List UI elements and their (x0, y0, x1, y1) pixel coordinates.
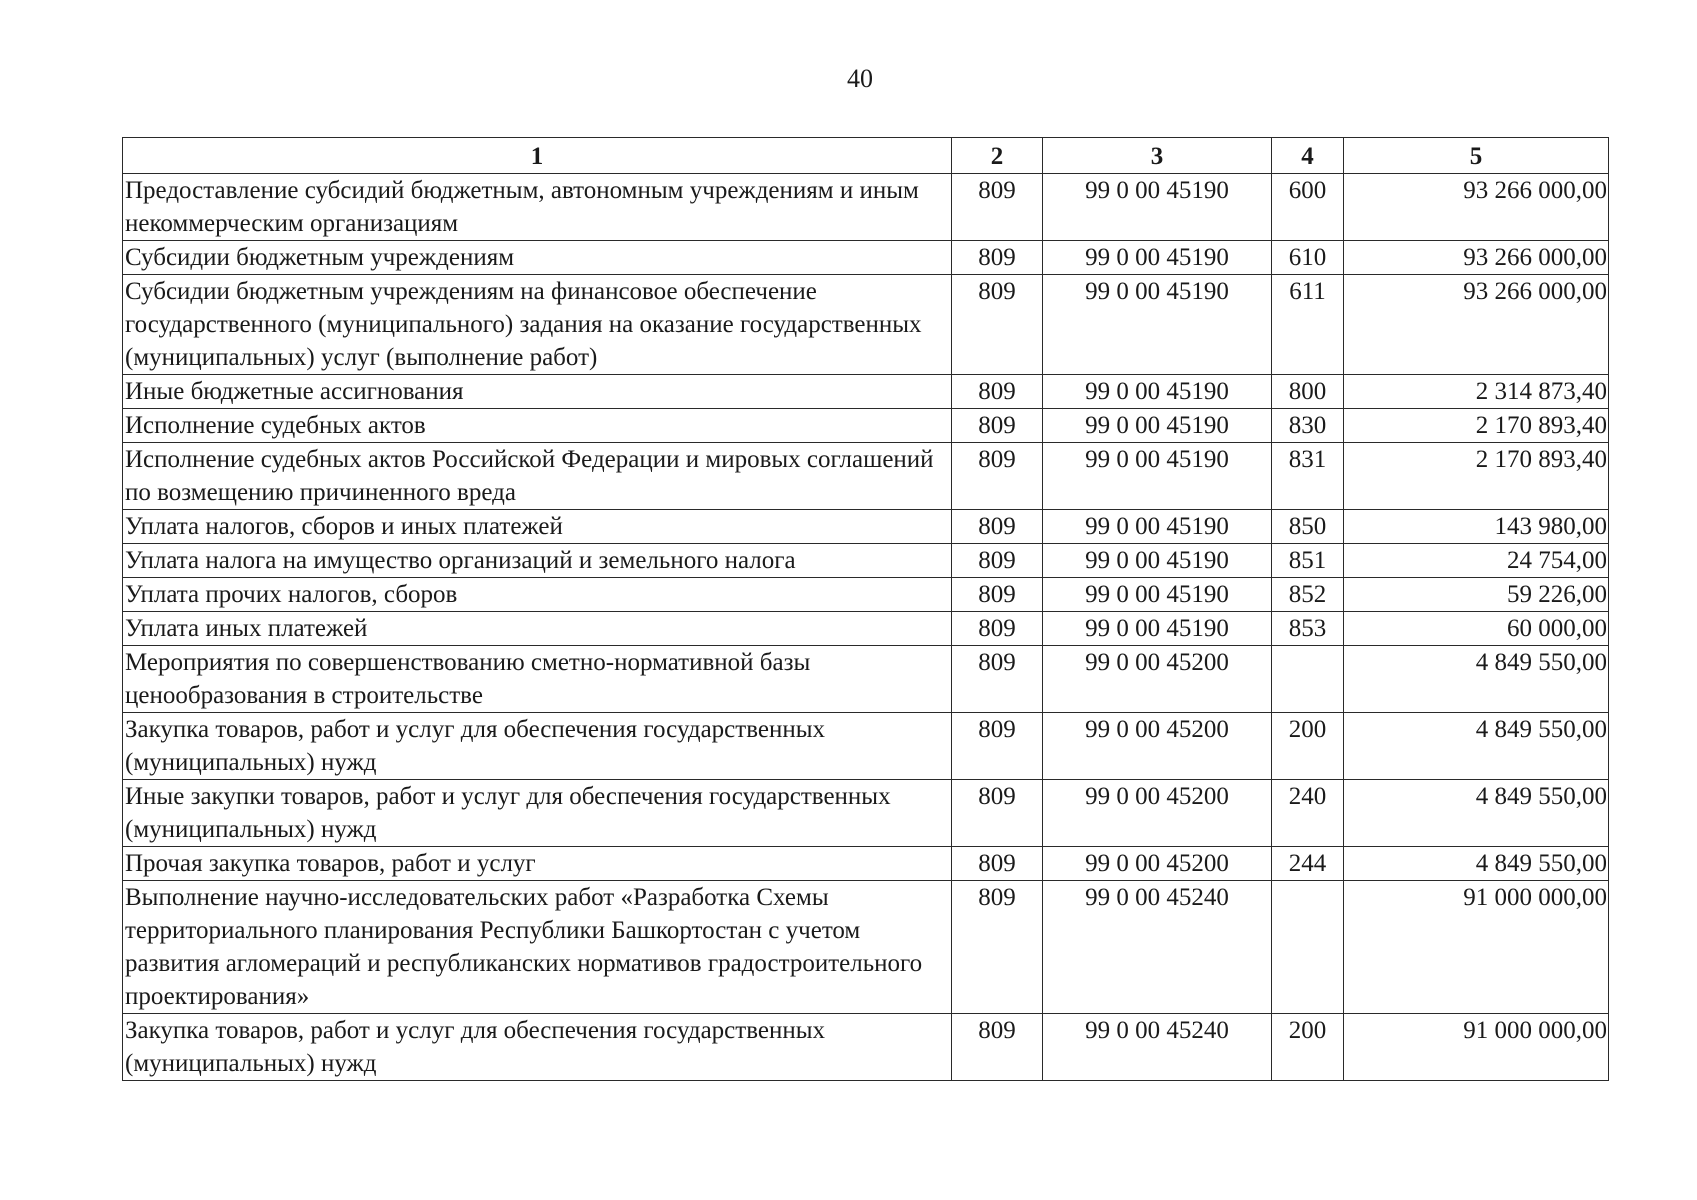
table-row (123, 1014, 1609, 1081)
row-code2-cell: 809 (952, 443, 1043, 510)
row-code2-cell: 809 (952, 646, 1043, 713)
table-header-row (123, 138, 1609, 174)
row-code4-cell: 600 (1272, 174, 1344, 241)
row-name-cell: Уплата налога на имущество организаций и земельного налога (123, 544, 952, 578)
table-row (123, 510, 1609, 544)
row-code4-cell: 853 (1272, 612, 1344, 646)
table-row (123, 881, 1609, 1014)
row-code4-cell: 830 (1272, 409, 1344, 443)
table-row (123, 241, 1609, 275)
row-name-cell: Уплата прочих налогов, сборов (123, 578, 952, 612)
row-code2-cell: 809 (952, 409, 1043, 443)
row-amount-cell: 91 000 000,00 (1344, 881, 1609, 1014)
row-code2-cell: 809 (952, 174, 1043, 241)
row-amount-cell: 93 266 000,00 (1344, 241, 1609, 275)
row-code2-cell: 809 (952, 510, 1043, 544)
row-name-cell: Субсидии бюджетным учреждениям (123, 241, 952, 275)
row-amount-cell: 4 849 550,00 (1344, 646, 1609, 713)
row-amount-cell: 24 754,00 (1344, 544, 1609, 578)
row-code2-cell: 809 (952, 275, 1043, 375)
row-code4-cell: 611 (1272, 275, 1344, 375)
row-amount-cell: 59 226,00 (1344, 578, 1609, 612)
table-row (123, 275, 1609, 375)
row-code3-cell: 99 0 00 45200 (1043, 646, 1272, 713)
row-code3-cell: 99 0 00 45190 (1043, 375, 1272, 409)
row-code3-cell: 99 0 00 45190 (1043, 241, 1272, 275)
table-row (123, 612, 1609, 646)
row-code3-cell: 99 0 00 45190 (1043, 443, 1272, 510)
row-amount-cell: 4 849 550,00 (1344, 713, 1609, 780)
row-code2-cell: 809 (952, 241, 1043, 275)
row-name-cell: Предоставление субсидий бюджетным, автономным учреждениям и иным некоммерческим организациям (123, 174, 952, 241)
row-code2-cell: 809 (952, 1014, 1043, 1081)
row-name-cell: Иные бюджетные ассигнования (123, 375, 952, 409)
row-name-cell: Исполнение судебных актов (123, 409, 952, 443)
row-amount-cell: 2 170 893,40 (1344, 443, 1609, 510)
row-amount-cell: 4 849 550,00 (1344, 780, 1609, 847)
row-name-cell: Уплата налогов, сборов и иных платежей (123, 510, 952, 544)
row-amount-cell: 2 170 893,40 (1344, 409, 1609, 443)
row-amount-cell: 2 314 873,40 (1344, 375, 1609, 409)
row-code4-cell: 831 (1272, 443, 1344, 510)
row-name-cell: Закупка товаров, работ и услуг для обеспечения государственных (муниципальных) нужд (123, 713, 952, 780)
row-code3-cell: 99 0 00 45190 (1043, 174, 1272, 241)
table-row (123, 713, 1609, 780)
row-code3-cell: 99 0 00 45190 (1043, 578, 1272, 612)
table-row (123, 174, 1609, 241)
column-header-3: 3 (1043, 138, 1272, 174)
row-code2-cell: 809 (952, 375, 1043, 409)
row-code4-cell: 244 (1272, 847, 1344, 881)
row-name-cell: Закупка товаров, работ и услуг для обеспечения государственных (муниципальных) нужд (123, 1014, 952, 1081)
row-code3-cell: 99 0 00 45190 (1043, 510, 1272, 544)
row-name-cell: Выполнение научно-исследовательских работ «Разработка Схемы территориального планирования Республики Башкортостан с учетом развития агломераций и республиканских нормативов градостроительного проектирования» (123, 881, 952, 1014)
row-code2-cell: 809 (952, 713, 1043, 780)
budget-table (122, 137, 1609, 1081)
row-code4-cell: 851 (1272, 544, 1344, 578)
row-code2-cell: 809 (952, 881, 1043, 1014)
table-row (123, 646, 1609, 713)
column-header-4: 4 (1272, 138, 1344, 174)
row-code4-cell: 200 (1272, 713, 1344, 780)
row-code3-cell: 99 0 00 45200 (1043, 847, 1272, 881)
row-code3-cell: 99 0 00 45240 (1043, 881, 1272, 1014)
row-code4-cell: 200 (1272, 1014, 1344, 1081)
table-body (123, 174, 1609, 1081)
column-header-2: 2 (952, 138, 1043, 174)
row-name-cell: Мероприятия по совершенствованию сметно-нормативной базы ценообразования в строительстве (123, 646, 952, 713)
row-name-cell: Уплата иных платежей (123, 612, 952, 646)
row-code3-cell: 99 0 00 45200 (1043, 780, 1272, 847)
row-code3-cell: 99 0 00 45240 (1043, 1014, 1272, 1081)
table-row (123, 544, 1609, 578)
row-amount-cell: 60 000,00 (1344, 612, 1609, 646)
row-code4-cell: 240 (1272, 780, 1344, 847)
column-header-1: 1 (123, 138, 952, 174)
row-name-cell: Исполнение судебных актов Российской Федерации и мировых соглашений по возмещению причиненного вреда (123, 443, 952, 510)
row-name-cell: Прочая закупка товаров, работ и услуг (123, 847, 952, 881)
row-code4-cell (1272, 881, 1344, 1014)
row-code4-cell (1272, 646, 1344, 713)
row-amount-cell: 4 849 550,00 (1344, 847, 1609, 881)
row-code2-cell: 809 (952, 847, 1043, 881)
row-code2-cell: 809 (952, 578, 1043, 612)
row-code3-cell: 99 0 00 45200 (1043, 713, 1272, 780)
row-code3-cell: 99 0 00 45190 (1043, 612, 1272, 646)
table-row (123, 847, 1609, 881)
row-code4-cell: 852 (1272, 578, 1344, 612)
row-code4-cell: 610 (1272, 241, 1344, 275)
table-row (123, 443, 1609, 510)
row-code2-cell: 809 (952, 544, 1043, 578)
row-name-cell: Субсидии бюджетным учреждениям на финансовое обеспечение государственного (муниципального) задания на оказание государственных (муниципальных) услуг (выполнение работ) (123, 275, 952, 375)
row-code2-cell: 809 (952, 780, 1043, 847)
row-code2-cell: 809 (952, 612, 1043, 646)
table-row (123, 409, 1609, 443)
page-number: 40 (847, 64, 873, 93)
row-code4-cell: 850 (1272, 510, 1344, 544)
row-amount-cell: 93 266 000,00 (1344, 275, 1609, 375)
row-code3-cell: 99 0 00 45190 (1043, 275, 1272, 375)
row-name-cell: Иные закупки товаров, работ и услуг для обеспечения государственных (муниципальных) нужд (123, 780, 952, 847)
row-code4-cell: 800 (1272, 375, 1344, 409)
row-amount-cell: 93 266 000,00 (1344, 174, 1609, 241)
table-row (123, 578, 1609, 612)
table-row (123, 780, 1609, 847)
column-header-5: 5 (1344, 138, 1609, 174)
row-amount-cell: 143 980,00 (1344, 510, 1609, 544)
table-row (123, 375, 1609, 409)
row-code3-cell: 99 0 00 45190 (1043, 409, 1272, 443)
row-code3-cell: 99 0 00 45190 (1043, 544, 1272, 578)
row-amount-cell: 91 000 000,00 (1344, 1014, 1609, 1081)
